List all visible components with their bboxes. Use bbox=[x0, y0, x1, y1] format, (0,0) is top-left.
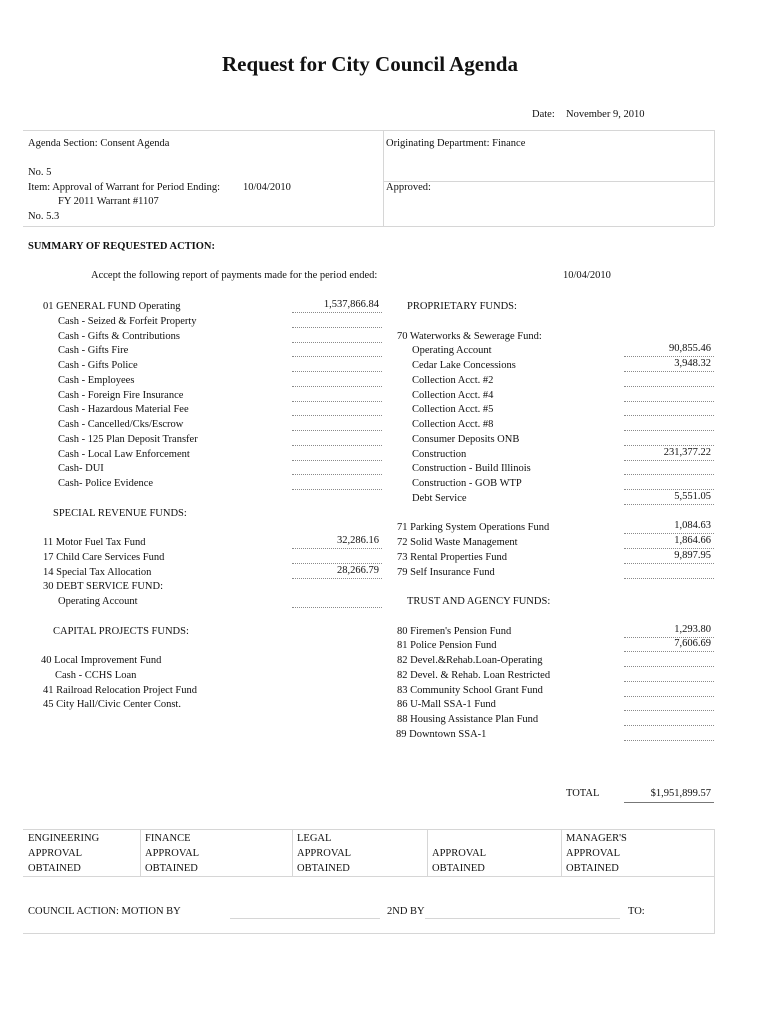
right-fund-amount-line[interactable] bbox=[624, 386, 714, 387]
left-fund-row-label: Cash- Police Evidence bbox=[58, 478, 154, 489]
second-by-label: 2ND BY bbox=[387, 906, 425, 917]
left-fund-amount-line[interactable] bbox=[292, 607, 382, 608]
right-fund-row-label: 72 Solid Waste Management bbox=[397, 537, 518, 548]
left-fund-row-label: Cash - Cancelled/Cks/Escrow bbox=[58, 419, 184, 430]
approval-line3: OBTAINED bbox=[566, 863, 619, 874]
right-fund-amount-line[interactable] bbox=[624, 401, 714, 402]
right-fund-row-label: 86 U-Mall SSA-1 Fund bbox=[397, 699, 496, 711]
right-fund-row-label: 81 Police Pension Fund bbox=[397, 640, 497, 652]
right-fund-row-label: 79 Self Insurance Fund bbox=[397, 566, 495, 578]
left-fund-row-label: 14 Special Tax Allocation bbox=[43, 566, 152, 578]
left-fund-amount-line[interactable] bbox=[292, 386, 382, 387]
left-fund-row-label: 40 Local Improvement Fund bbox=[41, 655, 162, 666]
left-fund-row-label: 41 Railroad Relocation Project Fund bbox=[43, 684, 197, 696]
right-fund-amount-line[interactable] bbox=[624, 651, 714, 652]
right-fund-amount-line[interactable] bbox=[624, 415, 714, 416]
originating-department: Originating Department: Finance bbox=[386, 138, 526, 149]
council-bottom-rule bbox=[23, 933, 714, 934]
approvals-divider-4 bbox=[561, 829, 562, 876]
right-fund-amount-line[interactable] bbox=[624, 666, 714, 667]
approvals-top-rule bbox=[23, 829, 714, 830]
header-right-edge bbox=[714, 130, 715, 226]
right-fund-row-label: 82 Devel.&Rehab.Loan-Operating bbox=[397, 655, 543, 666]
right-fund-row-label: Construction - Build Illinois bbox=[412, 463, 531, 475]
left-fund-row-label: Cash - Hazardous Material Fee bbox=[58, 404, 189, 416]
right-fund-amount-line[interactable] bbox=[624, 740, 714, 741]
left-fund-amount-line[interactable] bbox=[292, 415, 382, 416]
right-fund-row-amount: 5,551.05 bbox=[674, 490, 711, 502]
right-fund-row-label: Operating Account bbox=[412, 345, 492, 357]
header-top-rule bbox=[23, 130, 714, 131]
left-fund-row-label: Cash - Seized & Forfeit Property bbox=[58, 315, 197, 327]
approvals-divider-2 bbox=[292, 829, 293, 876]
right-fund-row-amount: 3,948.32 bbox=[674, 358, 711, 369]
left-fund-amount-line[interactable] bbox=[292, 548, 382, 549]
left-fund-row-label: CAPITAL PROJECTS FUNDS: bbox=[53, 625, 189, 637]
council-action-label: COUNCIL ACTION: MOTION BY bbox=[28, 906, 181, 917]
item-subnumber: No. 5.3 bbox=[28, 211, 60, 222]
right-fund-row-label: Construction bbox=[412, 448, 467, 460]
item-label: Item: Approval of Warrant for Period Ending: bbox=[28, 182, 220, 193]
right-fund-amount-line[interactable] bbox=[624, 563, 714, 564]
left-fund-amount-line[interactable] bbox=[292, 474, 382, 475]
right-fund-amount-line[interactable] bbox=[624, 725, 714, 726]
right-fund-amount-line[interactable] bbox=[624, 430, 714, 431]
right-fund-row-label: 82 Devel. & Rehab. Loan Restricted bbox=[397, 669, 551, 681]
approval-line3: OBTAINED bbox=[432, 863, 485, 874]
total-value: $1,951,899.57 bbox=[650, 788, 711, 799]
approvals-bottom-rule bbox=[23, 876, 714, 877]
left-fund-row-label: 11 Motor Fuel Tax Fund bbox=[43, 537, 146, 548]
right-fund-row-label: 89 Downtown SSA-1 bbox=[396, 728, 487, 740]
left-fund-row-label: Cash - 125 Plan Deposit Transfer bbox=[58, 433, 198, 445]
right-fund-row-amount: 7,606.69 bbox=[674, 638, 711, 650]
right-fund-amount-line[interactable] bbox=[624, 371, 714, 372]
left-fund-row-label: Cash - Gifts & Contributions bbox=[58, 330, 180, 342]
to-label: TO: bbox=[628, 906, 645, 917]
left-fund-amount-line[interactable] bbox=[292, 578, 382, 579]
left-fund-amount-line[interactable] bbox=[292, 401, 382, 402]
accept-date: 10/04/2010 bbox=[563, 270, 611, 281]
right-fund-row-label: Collection Acct. #4 bbox=[412, 389, 494, 401]
left-fund-row-label: SPECIAL REVENUE FUNDS: bbox=[53, 507, 187, 519]
right-fund-row-label: Debt Service bbox=[412, 492, 467, 504]
right-fund-row-label: Collection Acct. #2 bbox=[412, 374, 494, 386]
right-fund-row-label: 71 Parking System Operations Fund bbox=[397, 522, 550, 534]
approval-line2: APPROVAL bbox=[297, 848, 352, 859]
item-number: No. 5 bbox=[28, 167, 52, 178]
left-fund-row-label: Cash- DUI bbox=[58, 463, 104, 475]
item-period: 10/04/2010 bbox=[243, 182, 291, 193]
approval-line1: LEGAL bbox=[297, 833, 332, 844]
left-fund-amount-line[interactable] bbox=[292, 445, 382, 446]
right-fund-row-label: Consumer Deposits ONB bbox=[412, 433, 520, 445]
left-fund-amount-line[interactable] bbox=[292, 342, 382, 343]
approval-line3: OBTAINED bbox=[297, 863, 350, 874]
right-fund-row-label: 70 Waterworks & Sewerage Fund: bbox=[397, 330, 542, 342]
right-fund-amount-line[interactable] bbox=[624, 474, 714, 475]
approval-line2: APPROVAL bbox=[145, 848, 200, 859]
right-fund-row-label: 88 Housing Assistance Plan Fund bbox=[397, 714, 539, 725]
left-fund-row-amount: 32,286.16 bbox=[337, 535, 379, 546]
right-fund-row-amount: 90,855.46 bbox=[669, 343, 711, 355]
approval-line1: FINANCE bbox=[145, 833, 191, 844]
accept-text: Accept the following report of payments made for the period ended: bbox=[91, 270, 378, 281]
right-fund-row-label: Collection Acct. #5 bbox=[412, 404, 494, 416]
right-fund-row-label: PROPRIETARY FUNDS: bbox=[407, 301, 517, 312]
left-fund-amount-line[interactable] bbox=[292, 327, 382, 328]
total-label: TOTAL bbox=[566, 788, 600, 799]
date-label: Date: bbox=[532, 109, 555, 120]
right-fund-row-label: Construction - GOB WTP bbox=[412, 478, 522, 489]
left-fund-amount-line[interactable] bbox=[292, 356, 382, 357]
right-fund-amount-line[interactable] bbox=[624, 504, 714, 505]
left-fund-row-label: Cash - Gifts Police bbox=[58, 360, 138, 371]
left-fund-row-label: Cash - Local Law Enforcement bbox=[58, 448, 190, 460]
second-by-line[interactable] bbox=[425, 918, 620, 919]
left-fund-row-label: 30 DEBT SERVICE FUND: bbox=[43, 581, 164, 593]
left-fund-amount-line[interactable] bbox=[292, 312, 382, 313]
left-fund-amount-line[interactable] bbox=[292, 460, 382, 461]
right-fund-row-label: Collection Acct. #8 bbox=[412, 419, 494, 430]
right-fund-row-label: 73 Rental Properties Fund bbox=[397, 551, 507, 563]
approval-line2: APPROVAL bbox=[432, 848, 487, 859]
approval-line3: OBTAINED bbox=[145, 863, 198, 874]
date-value: November 9, 2010 bbox=[566, 109, 645, 120]
total-underline bbox=[624, 802, 714, 803]
approvals-divider-3 bbox=[427, 829, 428, 876]
right-fund-amount-line[interactable] bbox=[624, 696, 714, 697]
council-right-edge bbox=[714, 876, 715, 934]
left-fund-row-label: Cash - Employees bbox=[58, 374, 135, 386]
right-fund-amount-line[interactable] bbox=[624, 578, 714, 579]
right-fund-row-label: 80 Firemen's Pension Fund bbox=[397, 625, 512, 637]
right-fund-row-label: TRUST AND AGENCY FUNDS: bbox=[407, 596, 551, 607]
left-fund-row-label: Cash - CCHS Loan bbox=[55, 669, 137, 681]
right-fund-row-label: 83 Community School Grant Fund bbox=[397, 684, 543, 696]
right-fund-amount-line[interactable] bbox=[624, 710, 714, 711]
left-fund-row-label: 01 GENERAL FUND Operating bbox=[43, 301, 181, 312]
right-fund-amount-line[interactable] bbox=[624, 460, 714, 461]
right-fund-row-amount: 1,293.80 bbox=[674, 623, 711, 635]
right-fund-row-label: Cedar Lake Concessions bbox=[412, 360, 516, 371]
left-fund-row-label: Operating Account bbox=[58, 596, 138, 607]
left-fund-row-label: 17 Child Care Services Fund bbox=[43, 551, 165, 563]
approval-line1: MANAGER'S bbox=[566, 833, 627, 844]
right-fund-row-amount: 9,897.95 bbox=[674, 549, 711, 561]
left-fund-row-label: Cash - Foreign Fire Insurance bbox=[58, 389, 184, 401]
approvals-right-edge bbox=[714, 829, 715, 876]
item-description: FY 2011 Warrant #1107 bbox=[58, 196, 159, 207]
right-fund-row-amount: 1,084.63 bbox=[674, 520, 711, 532]
left-fund-row-label: 45 City Hall/Civic Center Const. bbox=[43, 699, 181, 711]
approval-line2: APPROVAL bbox=[28, 848, 83, 859]
right-fund-amount-line[interactable] bbox=[624, 681, 714, 682]
left-fund-row-amount: 1,537,866.84 bbox=[323, 299, 379, 310]
header-bottom-rule bbox=[23, 226, 714, 227]
right-fund-row-amount: 1,864.66 bbox=[674, 535, 711, 546]
left-fund-row-amount: 28,266.79 bbox=[337, 564, 379, 576]
motion-by-line[interactable] bbox=[230, 918, 380, 919]
approval-line2: APPROVAL bbox=[566, 848, 621, 859]
left-fund-amount-line[interactable] bbox=[292, 371, 382, 372]
agenda-section: Agenda Section: Consent Agenda bbox=[28, 138, 170, 149]
approvals-divider-1 bbox=[140, 829, 141, 876]
left-fund-amount-line[interactable] bbox=[292, 489, 382, 490]
header-divider bbox=[383, 130, 384, 226]
right-fund-row-amount: 231,377.22 bbox=[663, 446, 711, 458]
header-mid-rule bbox=[383, 181, 714, 182]
approved-label: Approved: bbox=[386, 182, 431, 193]
page-title: Request for City Council Agenda bbox=[222, 52, 518, 76]
summary-heading: SUMMARY OF REQUESTED ACTION: bbox=[28, 241, 215, 252]
approval-line3: OBTAINED bbox=[28, 863, 81, 874]
left-fund-amount-line[interactable] bbox=[292, 430, 382, 431]
left-fund-row-label: Cash - Gifts Fire bbox=[58, 345, 129, 357]
approval-line1: ENGINEERING bbox=[28, 833, 100, 844]
